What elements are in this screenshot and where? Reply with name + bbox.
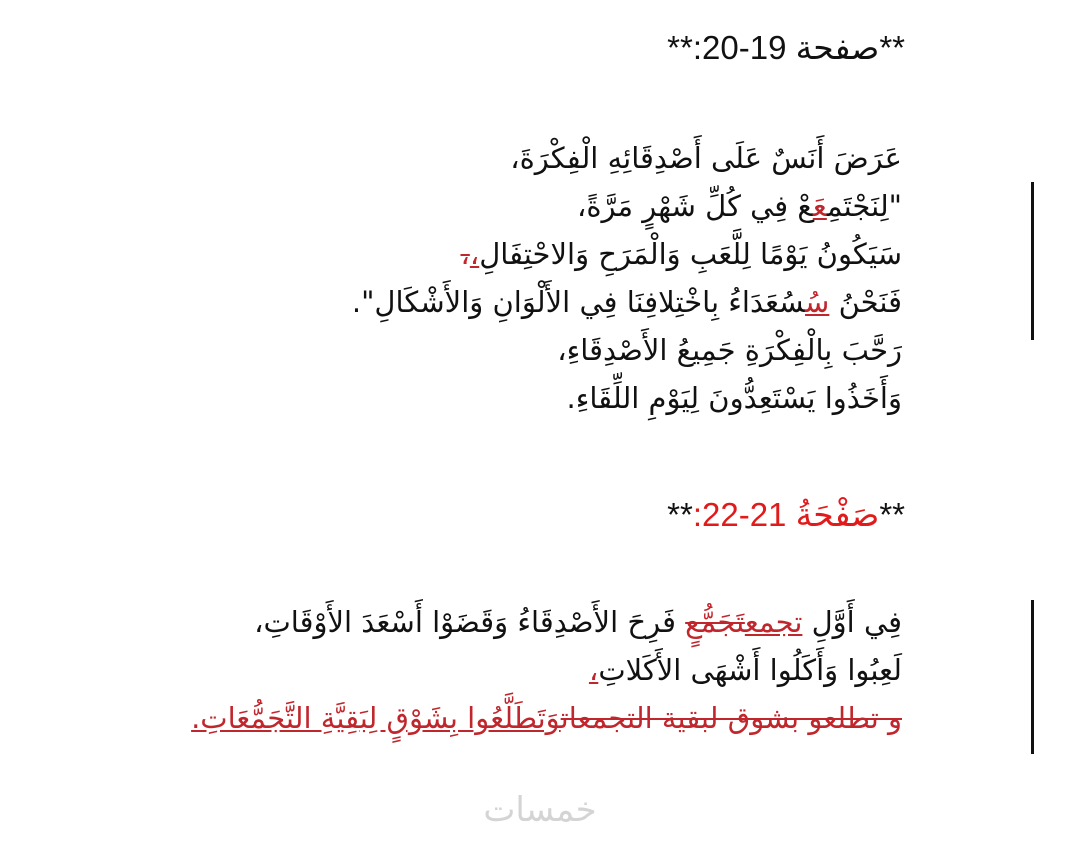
- text-line: [352, 278, 902, 326]
- change-bar: [1031, 182, 1034, 340]
- text-run: "لِنَجْتَمِ: [826, 189, 902, 223]
- inserted-text: ،: [588, 653, 599, 687]
- text-run: فَرِحَ الأَصْدِقَاءُ وَقَضَوْا أَسْعَدَ الأَوْقَاتِ،: [254, 605, 686, 639]
- text-run: لَعِبُوا وَأَكَلُوا أَشْهَى الأَكَلاتِ: [598, 653, 902, 687]
- deleted-text: تَجَمُّعٍ: [685, 605, 745, 639]
- paragraph-19-20: [352, 134, 902, 422]
- text-line: [352, 182, 902, 230]
- inserted-text: تجمع: [744, 605, 803, 639]
- change-bar: [1031, 600, 1034, 754]
- heading-stars: **: [667, 496, 693, 533]
- paragraph-21-22: [191, 598, 902, 742]
- deleted-text: ،: [460, 237, 470, 271]
- page-heading-19-20: **صفحة 19-20:**: [667, 29, 905, 66]
- text-run: سَيَكُونُ يَوْمًا لِلَّعَبِ وَالْمَرَحِ وَالاحْتِفَالِ: [479, 237, 902, 271]
- text-run: سُعَدَاءُ بِاخْتِلافِنَا فِي الأَلْوَانِ وَالأَشْكَالِ".: [351, 285, 806, 319]
- deleted-text: و تطلعو بشوق لبقية التجمعات: [560, 701, 902, 735]
- text-line: وَأَخَذُوا يَسْتَعِدُّونَ لِيَوْمِ اللِّقَاءِ.: [566, 381, 902, 415]
- page-heading-21-22: [667, 495, 905, 535]
- text-line: عَرَضَ أَنَسٌ عَلَى أَصْدِقَائِهِ الْفِكْرَةَ،: [510, 141, 902, 175]
- text-line: [191, 598, 902, 646]
- text-line: رَحَّبَ بِالْفِكْرَةِ جَمِيعُ الأَصْدِقَاءِ،: [557, 333, 902, 367]
- text-run: فِي أَوَّلِ: [802, 605, 902, 639]
- text-line: [352, 230, 902, 278]
- inserted-text: وَتَطَلَّعُوا بِشَوْقٍ لِبَقِيَّةِ التَّجَمُّعَاتِ.: [191, 701, 561, 735]
- heading-red-text: صَفْحَةُ 21-22:: [692, 496, 880, 533]
- text-line: [191, 646, 902, 694]
- heading-stars: **: [879, 496, 905, 533]
- text-run: فَنَحْنُ: [829, 285, 902, 319]
- text-line: [191, 694, 902, 742]
- inserted-text: سُ: [805, 285, 830, 319]
- inserted-text: عَ: [812, 189, 827, 223]
- text-run: عْ فِي كُلِّ شَهْرٍ مَرَّةً،: [576, 189, 813, 223]
- inserted-text: ،: [469, 237, 480, 271]
- watermark-logo: خمسات: [483, 790, 597, 830]
